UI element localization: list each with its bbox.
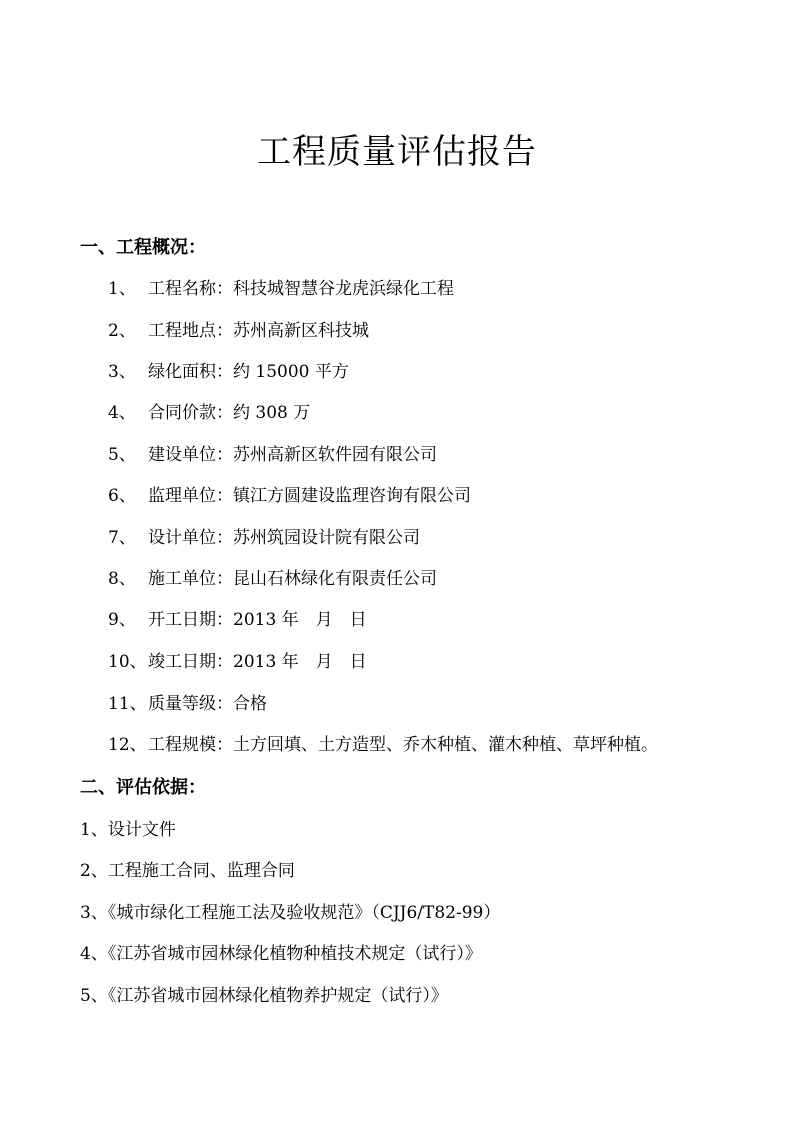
item-number: 11、 [108, 694, 147, 714]
overview-item [108, 733, 658, 757]
item-text: 施工单位：昆山石林绿化有限责任公司 [148, 569, 437, 589]
item-number: 4、 [108, 403, 136, 423]
item-number: 2、 [108, 321, 136, 341]
item-number: 9、 [108, 610, 136, 630]
document-title: 工程质量评估报告 [257, 132, 537, 172]
section-heading-basis: 二、评估依据： [80, 777, 206, 798]
item-number: 10、 [108, 652, 147, 672]
overview-item [108, 526, 420, 550]
basis-item: 2、工程施工合同、监理合同 [80, 861, 295, 881]
overview-item [108, 443, 437, 467]
item-number: 1、 [108, 279, 136, 299]
item-number: 7、 [108, 528, 136, 548]
overview-item [108, 608, 367, 632]
item-text: 工程规模：土方回填、土方造型、乔木种植、灌木种植、草坪种植。 [148, 735, 658, 755]
item-text: 设计单位：苏州筑园设计院有限公司 [148, 528, 420, 548]
basis-item: 1、设计文件 [80, 820, 176, 840]
item-number: 5、 [108, 445, 136, 465]
item-text: 绿化面积：约 15000 平方 [148, 362, 349, 382]
basis-item: 5、《江苏省城市园林绿化植物养护规定（试行）》 [80, 986, 448, 1006]
item-number: 6、 [108, 486, 136, 506]
overview-item [108, 319, 369, 343]
item-text: 质量等级：合格 [148, 694, 267, 714]
item-number: 12、 [108, 735, 147, 755]
item-text: 监理单位：镇江方圆建设监理咨询有限公司 [148, 486, 471, 506]
overview-item [108, 360, 349, 384]
item-text: 开工日期：2013 年 月 日 [148, 610, 367, 630]
item-text: 竣工日期：2013 年 月 日 [148, 652, 367, 672]
section-heading-overview: 一、工程概况： [80, 237, 206, 258]
overview-item [108, 692, 267, 716]
item-text: 合同价款：约 308 万 [148, 403, 311, 423]
overview-item [108, 567, 437, 591]
item-text: 建设单位：苏州高新区软件园有限公司 [148, 445, 437, 465]
item-number: 8、 [108, 569, 136, 589]
overview-item [108, 401, 310, 425]
overview-item [108, 277, 454, 301]
basis-item: 3、《城市绿化工程施工法及验收规范》（CJJ6/T82-99） [80, 903, 501, 923]
overview-item [108, 484, 471, 508]
item-text: 工程地点：苏州高新区科技城 [148, 321, 369, 341]
basis-item: 4、《江苏省城市园林绿化植物种植技术规定（试行）》 [80, 944, 482, 964]
item-number: 3、 [108, 362, 136, 382]
item-text: 工程名称：科技城智慧谷龙虎浜绿化工程 [148, 279, 454, 299]
overview-item [108, 650, 367, 674]
